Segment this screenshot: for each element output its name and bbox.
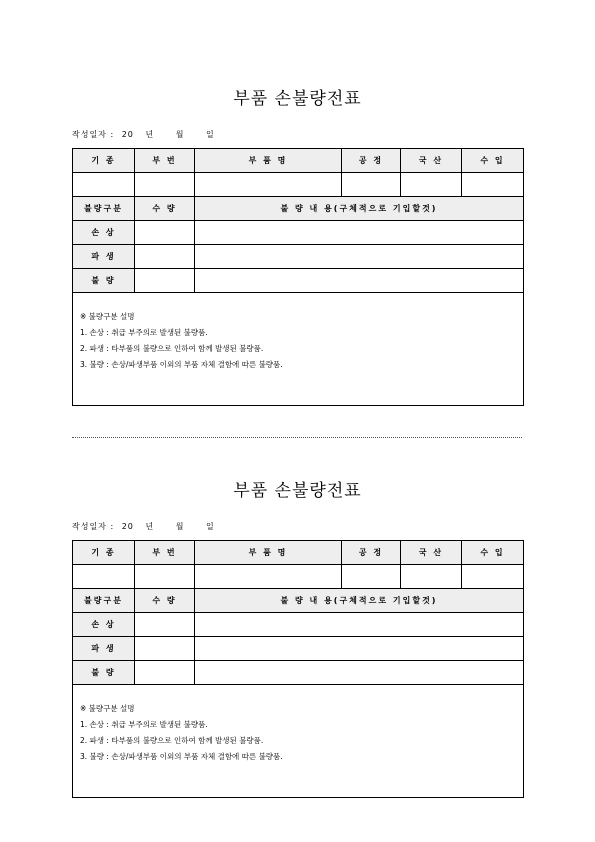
date-year: 20 xyxy=(121,130,134,139)
header-defect-details: 불 량 내 용(구체적으로 기입할것) xyxy=(195,589,524,613)
header-quantity: 수 량 xyxy=(135,589,195,613)
note-line: 1. 손상 : 취급 부주의로 발생된 불량품. xyxy=(80,720,208,729)
header-part-number: 부 번 xyxy=(135,149,195,173)
category-row xyxy=(73,637,524,661)
header-part-number: 부 번 xyxy=(135,541,195,565)
input-row xyxy=(73,173,524,197)
category-damage: 손 상 xyxy=(73,221,135,245)
date-day-unit: 일 xyxy=(206,522,215,531)
note-line: 2. 파생 : 타부품의 불량으로 인하여 함께 발생된 불량품. xyxy=(80,736,264,745)
header-import: 수 입 xyxy=(462,149,524,173)
notes-heading: ※ 불량구분 설명 xyxy=(80,312,135,321)
category-row xyxy=(73,221,524,245)
category-derived: 파 생 xyxy=(73,245,135,269)
category-defect: 불 량 xyxy=(73,269,135,293)
header-process: 공 정 xyxy=(342,149,401,173)
header-domestic: 국 산 xyxy=(401,541,462,565)
notes-row xyxy=(73,293,524,406)
category-defect: 불 량 xyxy=(73,661,135,685)
header-model: 기 종 xyxy=(73,541,135,565)
header-quantity: 수 량 xyxy=(135,197,195,221)
model-cell[interactable] xyxy=(73,173,135,197)
header-defect-type: 불량구분 xyxy=(73,589,135,613)
defect-header-row xyxy=(73,197,524,221)
domestic-cell[interactable] xyxy=(401,565,462,589)
notes-row xyxy=(73,685,524,798)
header-part-name: 부 품 명 xyxy=(195,149,342,173)
quantity-cell[interactable] xyxy=(135,637,195,661)
details-cell[interactable] xyxy=(195,221,524,245)
process-cell[interactable] xyxy=(342,173,401,197)
quantity-cell[interactable] xyxy=(135,221,195,245)
input-row xyxy=(73,565,524,589)
date-line xyxy=(72,521,215,532)
note-line: 1. 손상 : 취급 부주의로 발생된 불량품. xyxy=(80,328,208,337)
header-part-name: 부 품 명 xyxy=(195,541,342,565)
category-row xyxy=(73,613,524,637)
details-cell[interactable] xyxy=(195,613,524,637)
date-year: 20 xyxy=(121,522,134,531)
details-cell[interactable] xyxy=(195,245,524,269)
header-model: 기 종 xyxy=(73,149,135,173)
date-label: 작성일자 : xyxy=(72,130,115,139)
quantity-cell[interactable] xyxy=(135,613,195,637)
date-day-unit: 일 xyxy=(206,130,215,139)
date-month-unit: 월 xyxy=(175,522,185,531)
header-defect-details: 불 량 내 용(구체적으로 기입할것) xyxy=(195,197,524,221)
header-row xyxy=(73,149,524,173)
notes-cell xyxy=(73,685,524,798)
part-number-cell[interactable] xyxy=(135,173,195,197)
date-year-unit: 년 xyxy=(145,522,155,531)
date-label: 작성일자 : xyxy=(72,522,115,531)
category-row xyxy=(73,661,524,685)
form-title: 부품 손불량전표 xyxy=(233,89,362,109)
date-month-unit: 월 xyxy=(175,130,185,139)
note-line: 3. 불량 : 손상/파생부품 이외의 부품 자체 결함에 따른 불량품. xyxy=(80,752,283,761)
import-cell[interactable] xyxy=(462,173,524,197)
form-title: 부품 손불량전표 xyxy=(233,481,362,501)
part-number-cell[interactable] xyxy=(135,565,195,589)
header-defect-type: 불량구분 xyxy=(73,197,135,221)
part-name-cell[interactable] xyxy=(195,565,342,589)
process-cell[interactable] xyxy=(342,565,401,589)
defect-header-row xyxy=(73,589,524,613)
details-cell[interactable] xyxy=(195,661,524,685)
import-cell[interactable] xyxy=(462,565,524,589)
note-line: 3. 불량 : 손상/파생부품 이외의 부품 자체 결함에 따른 불량품. xyxy=(80,360,283,369)
header-process: 공 정 xyxy=(342,541,401,565)
cut-line-divider xyxy=(72,437,522,438)
defect-form-table xyxy=(72,148,524,406)
header-domestic: 국 산 xyxy=(401,149,462,173)
notes-cell xyxy=(73,293,524,406)
note-line: 2. 파생 : 타부품의 불량으로 인하여 함께 발생된 불량품. xyxy=(80,344,264,353)
date-year-unit: 년 xyxy=(145,130,155,139)
quantity-cell[interactable] xyxy=(135,661,195,685)
header-import: 수 입 xyxy=(462,541,524,565)
domestic-cell[interactable] xyxy=(401,173,462,197)
model-cell[interactable] xyxy=(73,565,135,589)
notes-heading: ※ 불량구분 설명 xyxy=(80,704,135,713)
quantity-cell[interactable] xyxy=(135,245,195,269)
category-row xyxy=(73,245,524,269)
category-row xyxy=(73,269,524,293)
details-cell[interactable] xyxy=(195,269,524,293)
details-cell[interactable] xyxy=(195,637,524,661)
quantity-cell[interactable] xyxy=(135,269,195,293)
date-line xyxy=(72,129,215,140)
category-damage: 손 상 xyxy=(73,613,135,637)
category-derived: 파 생 xyxy=(73,637,135,661)
defect-form-table xyxy=(72,540,524,798)
header-row xyxy=(73,541,524,565)
part-name-cell[interactable] xyxy=(195,173,342,197)
